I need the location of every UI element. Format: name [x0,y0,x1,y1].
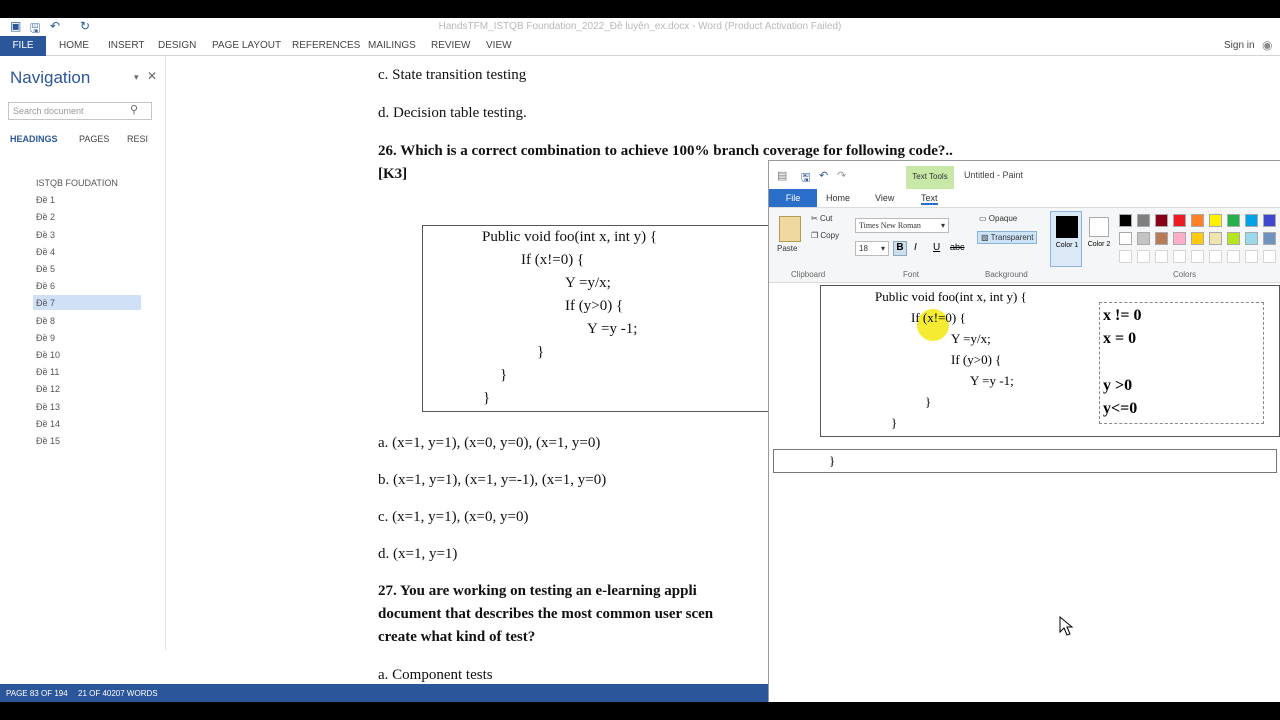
code-line: If (x!=0) { [521,252,585,268]
note-y-nonpositive: y<=0 [1103,400,1138,417]
code-line: Y =y/x; [565,275,611,291]
pasted-code-strip [773,449,1277,473]
question-27-line1: 27. You are working on testing an e-learning appli [378,583,697,599]
paint-ribbon [769,207,1280,283]
color2-swatch [1089,217,1109,237]
color-swatch[interactable] [1209,214,1222,227]
nav-heading-item[interactable]: Đề 7 [36,298,56,309]
top-letterbox [0,0,1280,18]
custom-color-slot[interactable] [1137,250,1150,263]
nav-heading-item[interactable]: Đề 12 [36,384,61,395]
paint-title-bar [769,161,1280,189]
paint-save-icon[interactable]: 🖫 [801,172,811,184]
transparent-option[interactable]: ▨ Transparent [977,231,1037,244]
code-line: } [500,367,508,383]
nav-heading-item[interactable]: Đề 14 [36,418,61,429]
color-swatch[interactable] [1155,214,1168,227]
color-swatch[interactable] [1245,232,1258,245]
cut-button[interactable]: ✂ Cut [811,214,833,223]
search-icon[interactable]: ⚲ [130,104,139,116]
answer-c: c. (x=1, y=1), (x=0, y=0) [378,509,529,525]
nav-heading-item[interactable]: Đề 3 [36,229,56,240]
copy-button[interactable]: ❐ Copy [811,231,840,240]
color-swatch[interactable] [1119,232,1132,245]
chevron-down-icon: ▾ [880,244,885,253]
nav-heading-item[interactable]: Đề 15 [36,436,61,446]
color-swatch[interactable] [1209,232,1222,245]
color-swatch[interactable] [1227,214,1240,227]
tab-insert[interactable]: INSERT [108,40,145,51]
paste-label[interactable]: Paste [777,244,798,253]
text-selection-box[interactable] [1099,302,1264,424]
nav-tab-headings[interactable]: HEADINGS [10,134,58,144]
nav-heading-item[interactable]: ISTQB FOUDATION [36,178,118,188]
note-y-positive: y >0 [1103,377,1133,394]
option-c-prev: c. State transition testing [378,67,527,83]
tab-references[interactable]: REFERENCES [292,40,361,51]
strikethrough-icon[interactable]: abc [950,242,965,252]
underline-icon[interactable]: U [933,242,941,253]
color1-selector[interactable] [1050,211,1082,267]
tab-view[interactable]: VIEW [486,40,512,51]
color-swatch[interactable] [1191,232,1204,245]
tab-home[interactable]: HOME [59,40,89,51]
paint-tab-home[interactable]: Home [826,193,851,203]
nav-heading-item[interactable]: Đề 10 [36,350,61,360]
nav-heading-item[interactable]: Đề 4 [36,246,56,257]
color2-selector[interactable] [1085,211,1115,267]
answer-b: b. (x=1, y=1), (x=1, y=-1), (x=1, y=0) [378,472,607,488]
color-swatch[interactable] [1119,214,1132,227]
color-swatch[interactable] [1263,232,1276,245]
status-words[interactable]: 21 OF 40207 WORDS [78,689,158,698]
color-swatch[interactable] [1173,214,1186,227]
custom-color-slot[interactable] [1227,250,1240,263]
cut-label: Cut [819,214,833,223]
canvas-code-line: Public void foo(int x, int y) { [875,289,1027,304]
navigation-pane [0,56,166,650]
save-icon[interactable]: 🖫 [30,21,41,35]
color-swatch[interactable] [1245,214,1258,227]
custom-color-slot[interactable] [1209,250,1222,263]
note-x-zero: x = 0 [1103,330,1137,347]
font-size-select[interactable] [855,241,889,256]
nav-search-input[interactable]: Search document [8,102,152,120]
custom-color-slot[interactable] [1155,250,1168,263]
color-swatch[interactable] [1263,214,1276,227]
opaque-option[interactable]: ▭ Opaque [979,214,1018,223]
pasted-code-image [820,285,1280,437]
canvas-code-line: } [925,394,932,409]
canvas-code-line: Y =y/x; [951,331,991,346]
nav-options-icon[interactable]: ▾ [134,72,139,82]
paint-app-icon: ▤ [777,170,788,182]
text-tools-context-label: Text Tools [906,166,954,189]
paint-file-tab[interactable]: File [769,189,817,207]
question-26-tag: [K3] [378,166,408,182]
color-swatch[interactable] [1137,232,1150,245]
color1-label: Color 1 [1055,242,1079,249]
canvas-code-line: Y =y -1; [970,373,1014,388]
color-swatch[interactable] [1227,232,1240,245]
redo-icon[interactable]: ↻ [80,19,91,33]
navigation-title: Navigation [10,68,91,87]
paint-canvas[interactable] [769,283,1280,703]
code-line: } [537,344,545,360]
paint-tab-view[interactable]: View [875,193,895,203]
question-27-line3: create what kind of test? [378,629,536,645]
font-family-select[interactable] [855,218,949,233]
nav-tab-pages[interactable]: PAGES [79,134,110,144]
group-label-colors: Colors [1173,270,1197,279]
code-line: Public void foo(int x, int y) { [482,229,658,245]
question-27-option-a: a. Component tests [378,667,493,683]
custom-color-slot[interactable] [1119,250,1132,263]
document-margin [167,56,275,650]
mouse-cursor-icon [1059,616,1075,638]
status-page[interactable]: PAGE 83 OF 194 [6,689,68,698]
note-x-not-zero: x != 0 [1103,307,1142,324]
font-family-value: Times New Roman [859,221,921,230]
canvas-code-line: If (y>0) { [951,352,1002,367]
option-d-prev: d. Decision table testing. [378,105,527,121]
canvas-code-line: } [829,453,836,468]
word-title-bar [0,18,1280,36]
word-file-tab[interactable]: FILE [0,36,46,56]
bottom-letterbox [0,702,1280,720]
word-ribbon-tabs [0,36,1280,56]
custom-color-slot[interactable] [1173,250,1186,263]
code-line: Y =y -1; [587,321,638,337]
color-swatch[interactable] [1173,232,1186,245]
paint-tab-text[interactable]: Text [921,193,938,203]
profile-icon[interactable]: ◉ [1262,38,1273,52]
nav-heading-item[interactable]: Đề 13 [36,401,61,412]
sign-in-link[interactable]: Sign in [1224,40,1255,51]
color2-label: Color 2 [1087,241,1111,248]
transparent-label: Transparent [990,233,1034,242]
word-status-bar [0,684,768,702]
custom-color-slot[interactable] [1245,250,1258,263]
undo-icon[interactable]: ↶ [50,19,61,33]
nav-heading-item[interactable]: Đề 1 [36,195,56,206]
nav-heading-item[interactable]: Đề 9 [36,332,56,343]
question-27-line2: document that describes the most common user scen [378,606,714,622]
group-label-background: Background [985,270,1028,279]
tab-review[interactable]: REVIEW [431,40,471,51]
nav-heading-item[interactable]: Đề 5 [36,264,56,274]
custom-color-slot[interactable] [1191,250,1204,263]
answer-a: a. (x=1, y=1), (x=0, y=0), (x=1, y=0) [378,435,601,451]
color1-swatch [1056,216,1078,238]
color-swatch[interactable] [1191,214,1204,227]
nav-heading-item[interactable]: Đề 2 [36,212,56,223]
tab-mailings[interactable]: MAILINGS [368,40,416,51]
answer-d: d. (x=1, y=1) [378,546,458,562]
copy-label: Copy [820,231,840,240]
paint-undo-icon[interactable]: ↶ [819,170,829,182]
group-label-clipboard: Clipboard [791,270,826,279]
paste-icon[interactable] [779,216,801,242]
chevron-down-icon: ▾ [940,221,945,230]
word-icon: ▣ [10,19,22,33]
group-label-font: Font [903,270,920,279]
tab-design[interactable]: DESIGN [158,40,197,51]
nav-heading-item[interactable]: Đề 6 [36,281,56,292]
opaque-label: Opaque [988,214,1018,223]
word-window-title: HandsTFM_ISTQB Foundation_2022_Đề luyện_ex.docx - Word (Product Activation Failed) [438,21,842,32]
bold-icon[interactable]: B [893,241,907,256]
paint-window-title: Untitled - Paint [964,170,1024,180]
paint-window [768,160,1280,702]
nav-tab-results[interactable]: RESI [127,134,149,144]
nav-close-icon[interactable]: ✕ [147,69,158,83]
paint-ribbon-tabs [769,189,1280,207]
custom-color-slot[interactable] [1263,250,1276,263]
color-swatch[interactable] [1137,214,1150,227]
nav-heading-item[interactable]: Đề 11 [36,367,60,378]
nav-heading-item[interactable]: Đề 8 [36,315,56,326]
font-size-value: 18 [859,244,868,253]
question-26: 26. Which is a correct combination to achieve 100% branch coverage for following code?.. [378,143,953,159]
code-line: If (y>0) { [565,298,624,314]
tab-page-layout[interactable]: PAGE LAYOUT [212,40,282,51]
canvas-code-line: } [891,415,898,430]
canvas-code-line: If (x!=0) { [911,310,966,325]
color-swatch[interactable] [1155,232,1168,245]
italic-icon[interactable]: I [914,242,917,253]
code-line: } [483,390,491,406]
paint-redo-icon[interactable]: ↷ [837,170,847,182]
